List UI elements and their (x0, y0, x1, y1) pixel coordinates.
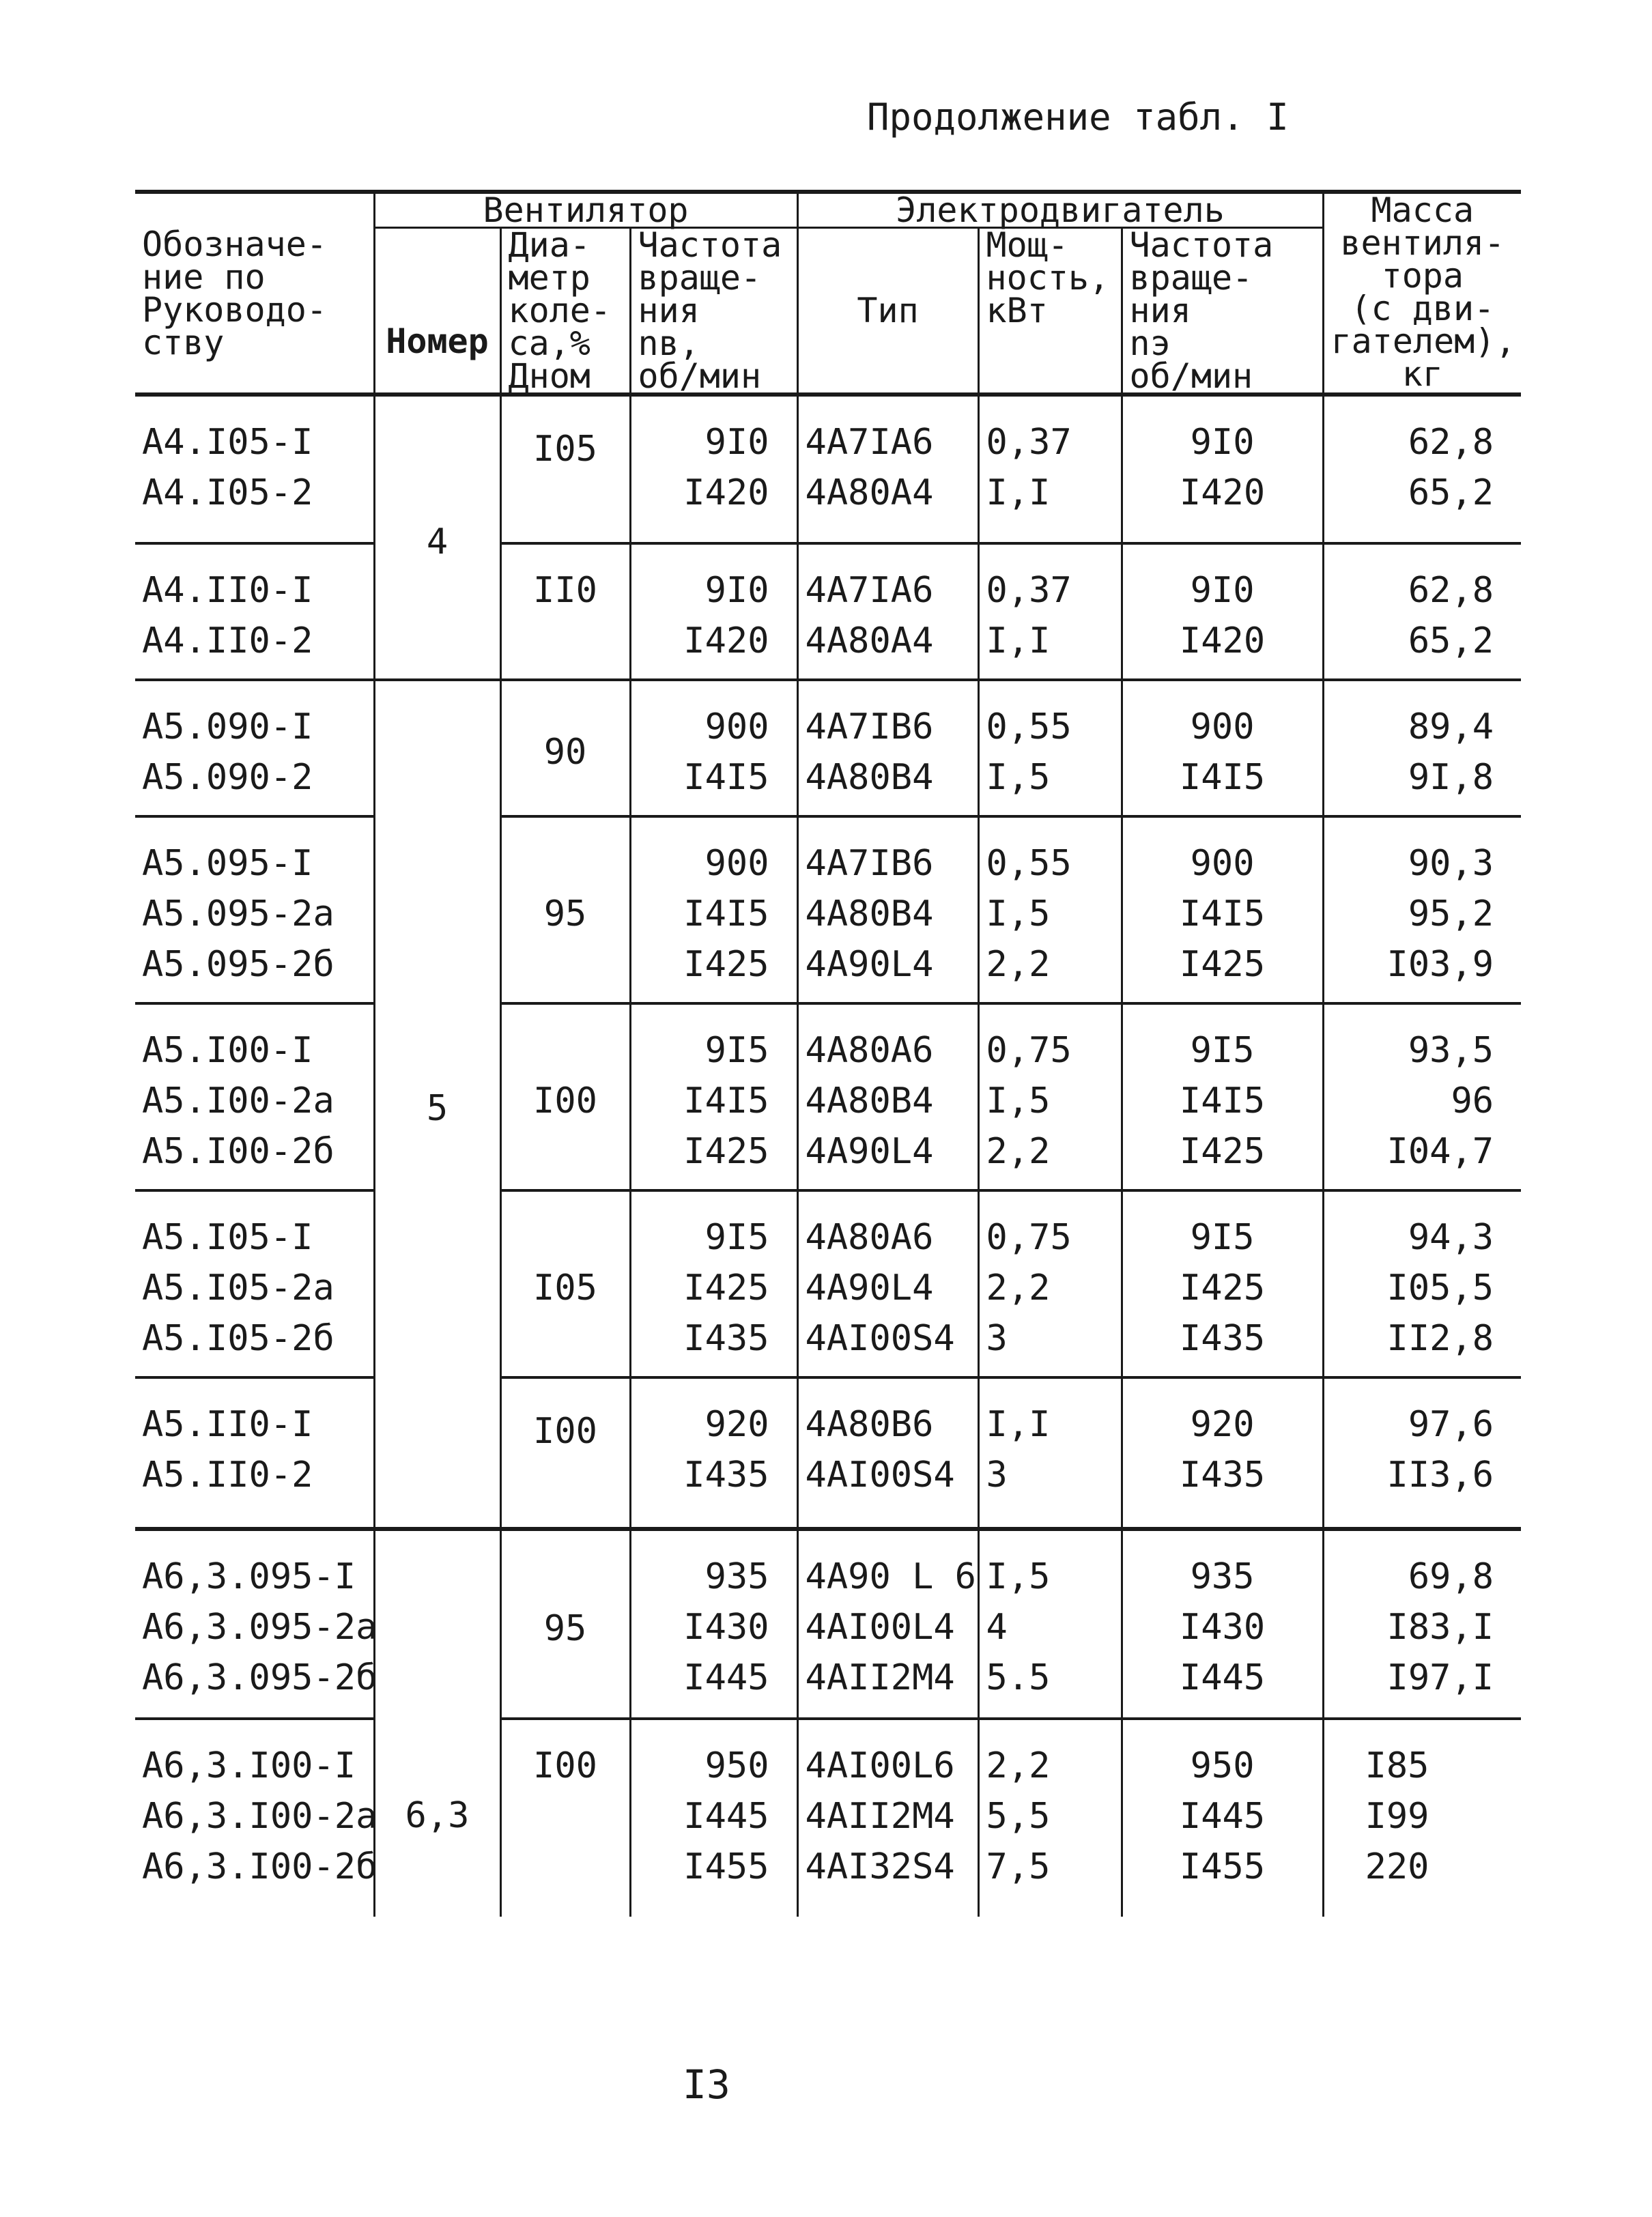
motor-type-cell: 4A90 L 6 4AI00L4 4AII2M4 (797, 1529, 978, 1719)
motor-speed-cell: 9I0 I420 (1122, 395, 1323, 543)
motor-type-cell: 4A80A6 4A80B4 4A90L4 (797, 1003, 978, 1190)
fan-speed-cell: 900 I4I5 (630, 680, 797, 816)
motor-type-cell: 4A80B6 4AI00S4 (797, 1377, 978, 1529)
motor-speed-cell: 950 I445 I455 (1122, 1719, 1323, 1917)
fan-speed-cell: 9I5 I425 I435 (630, 1190, 797, 1377)
header-motor-speed: Частота враще- ния nэ об/мин (1122, 228, 1323, 395)
table-row (135, 1529, 1521, 1719)
mass-cell: 89,4 9I,8 (1323, 680, 1521, 816)
header-fan-group: Вентилятор (374, 192, 797, 228)
mass-cell: 62,8 65,2 (1323, 395, 1521, 543)
designation-cell: A4.I05-I A4.I05-2 (142, 422, 313, 513)
header-designation: Обозначе- ние по Руководо- ству (142, 224, 327, 362)
fan-speed-cell: 900 I4I5 I425 (630, 816, 797, 1003)
diameter-cell: I00 (500, 1719, 630, 1917)
mass-cell: 94,3 I05,5 II2,8 (1323, 1190, 1521, 1377)
table-row (135, 1190, 1521, 1377)
table-caption: Продолжение табл. I (867, 96, 1289, 139)
fan-speed-cell: 935 I430 I445 (630, 1529, 797, 1719)
motor-type-cell: 4A7IB6 4A80B4 (797, 680, 978, 816)
designation-cell: A5.I05-I A5.I05-2a A5.I05-2б (135, 1190, 374, 1377)
motor-speed-cell: 900 I4I5 (1122, 680, 1323, 816)
diameter-cell: 95 (500, 816, 630, 1003)
motor-speed-cell: 9I5 I4I5 I425 (1122, 1003, 1323, 1190)
diameter-cell: 95 (500, 1529, 630, 1719)
motor-type-cell: 4A7IA6 4A80A4 (797, 543, 978, 680)
fan-number-cell: 5 (374, 680, 500, 1529)
designation-cell: A5.090-I A5.090-2 (135, 680, 374, 816)
table-row (135, 543, 1521, 680)
table-row (135, 1377, 1521, 1529)
power-cell: 0,37 I,I (978, 543, 1122, 680)
power-cell: 2,2 5,5 7,5 (978, 1719, 1122, 1917)
power-cell: 0,75 I,5 2,2 (978, 1003, 1122, 1190)
motor-speed-cell: 9I0 I420 (1122, 543, 1323, 680)
fan-speed-cell: 950 I445 I455 (630, 1719, 797, 1917)
mass-cell: 69,8 I83,I I97,I (1323, 1529, 1521, 1719)
power-cell: I,5 4 5.5 (978, 1529, 1122, 1719)
diameter-cell: I00 (500, 1003, 630, 1190)
header-type: Тип (797, 228, 978, 395)
header-motor-group: Электродвигатель (797, 192, 1323, 228)
mass-cell: 62,8 65,2 (1323, 543, 1521, 680)
diameter-cell: I00 (500, 1377, 630, 1529)
mass-cell: 97,6 II3,6 (1323, 1377, 1521, 1529)
motor-type-cell: 4A7IB6 4A80B4 4A90L4 (797, 816, 978, 1003)
designation-cell: A5.095-I A5.095-2a A5.095-2б (135, 816, 374, 1003)
power-cell: 0,55 I,5 2,2 (978, 816, 1122, 1003)
power-cell: 0,55 I,5 (978, 680, 1122, 816)
fan-speed-cell: 9I0 I420 (630, 395, 797, 543)
diameter-cell: I05 (500, 395, 630, 543)
designation-cell: A4.II0-I A4.II0-2 (135, 543, 374, 680)
designation-cell: A5.I00-I A5.I00-2a A5.I00-2б (135, 1003, 374, 1190)
header-number: Номер (374, 228, 500, 395)
table-row (135, 680, 1521, 816)
fan-number-cell: 4 (374, 395, 500, 680)
mass-cell: 93,5 96 I04,7 (1323, 1003, 1521, 1190)
power-cell: 0,37 I,I (978, 395, 1122, 543)
header-power: Мощ- ность, кВт (978, 228, 1122, 395)
power-cell: I,I 3 (978, 1377, 1122, 1529)
page-number: I3 (683, 2061, 730, 2108)
header-mass: Масса вентиля- тора (с дви- гателем), кг (1323, 192, 1521, 395)
table-row (135, 1003, 1521, 1190)
designation-cell: A5.II0-I A5.II0-2 (135, 1377, 374, 1529)
motor-speed-cell: 9I5 I425 I435 (1122, 1190, 1323, 1377)
mass-cell: I85 I99 220 (1323, 1719, 1521, 1917)
header-diameter: Диа- метр коле- са,% Дном (500, 228, 630, 395)
fan-spec-table (135, 190, 1521, 1917)
motor-type-cell: 4A80A6 4A90L4 4AI00S4 (797, 1190, 978, 1377)
motor-speed-cell: 920 I435 (1122, 1377, 1323, 1529)
fan-speed-cell: 920 I435 (630, 1377, 797, 1529)
designation-cell: A6,3.095-I A6,3.095-2a A6,3.095-2б (135, 1529, 374, 1719)
diameter-cell: 90 (500, 680, 630, 816)
table-row (135, 1719, 1521, 1917)
designation-cell: A6,3.I00-I A6,3.I00-2a A6,3.I00-2б (135, 1719, 374, 1917)
table-row (135, 395, 1521, 543)
table-row (135, 816, 1521, 1003)
power-cell: 0,75 2,2 3 (978, 1190, 1122, 1377)
motor-speed-cell: 935 I430 I445 (1122, 1529, 1323, 1719)
motor-type-cell: 4AI00L6 4AII2M4 4AI32S4 (797, 1719, 978, 1917)
fan-speed-cell: 9I5 I4I5 I425 (630, 1003, 797, 1190)
header-fan-speed: Частота враще- ния nв, об/мин (630, 228, 797, 395)
diameter-cell: I05 (500, 1190, 630, 1377)
diameter-cell: II0 (500, 543, 630, 680)
motor-type-cell: 4A7IA6 4A80A4 (797, 395, 978, 543)
mass-cell: 90,3 95,2 I03,9 (1323, 816, 1521, 1003)
fan-speed-cell: 9I0 I420 (630, 543, 797, 680)
fan-number-cell: 6,3 (374, 1529, 500, 1917)
motor-speed-cell: 900 I4I5 I425 (1122, 816, 1323, 1003)
